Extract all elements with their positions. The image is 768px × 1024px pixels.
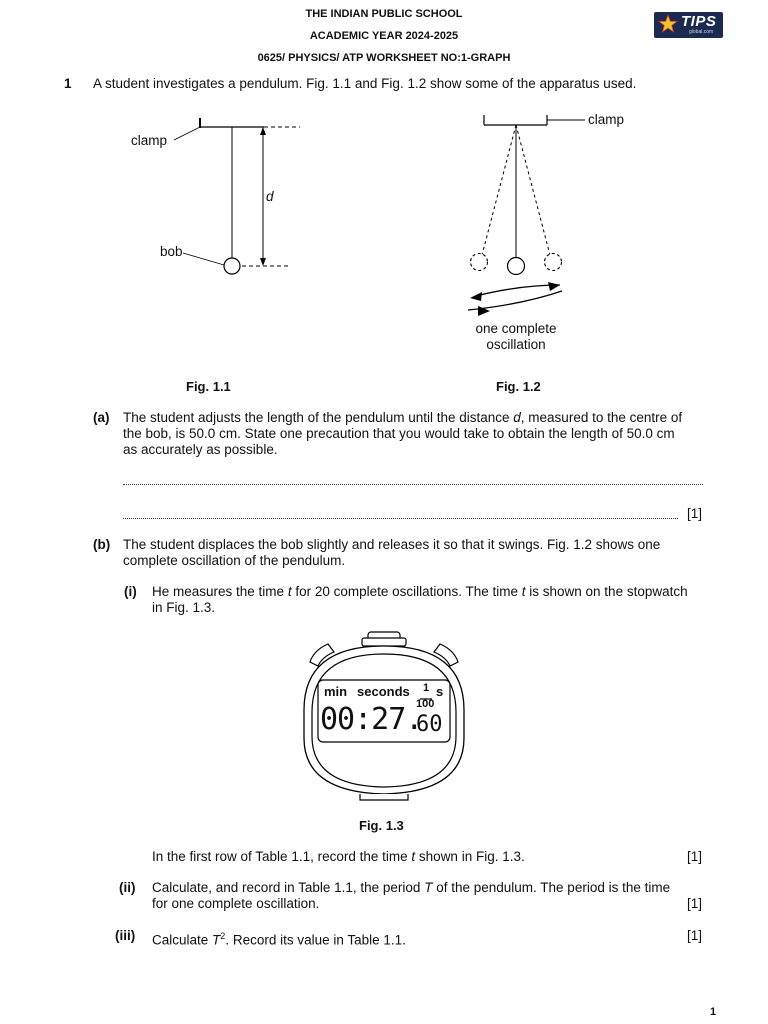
stopwatch-fraction-denominator: 100 bbox=[416, 698, 435, 710]
figure-1-2-diagram bbox=[460, 110, 590, 320]
part-a-marks: [1] bbox=[687, 506, 703, 521]
part-ii-line-2: for one complete oscillation. bbox=[152, 896, 320, 911]
part-b-label: (b) bbox=[93, 537, 111, 552]
part-b-line-2: complete oscillation of the pendulum. bbox=[123, 553, 346, 568]
stopwatch-fraction-unit: s bbox=[436, 684, 444, 699]
stopwatch-hundredths: 60 bbox=[416, 712, 443, 737]
oscillation-label-line1: one complete bbox=[475, 321, 557, 336]
part-iii-text: Calculate $T^2$. Record its value in Table 1.1. bbox=[152, 931, 406, 948]
bob-label: bob bbox=[160, 244, 183, 259]
part-a-line-2: the bob, is 50.0 cm. State one precaution that you would take to obtain the length of 50.0 cm bbox=[123, 426, 675, 441]
fig-1-1-caption: Fig. 1.1 bbox=[186, 379, 231, 394]
fig-1-3-caption: Fig. 1.3 bbox=[359, 818, 404, 833]
part-i-record: In the first row of Table 1.1, record the time t shown in Fig. 1.3. bbox=[152, 849, 525, 864]
part-i-marks: [1] bbox=[687, 849, 703, 864]
answer-line[interactable] bbox=[123, 518, 678, 519]
stopwatch-reading: 00:27. bbox=[320, 702, 423, 737]
stopwatch-fraction-numerator: 1 bbox=[423, 682, 430, 694]
clamp-label: clamp bbox=[131, 133, 168, 148]
logo-text: TIPS bbox=[681, 13, 717, 30]
academic-year: ACADEMIC YEAR 2024-2025 bbox=[309, 30, 459, 42]
part-iii-label: (iii) bbox=[115, 928, 136, 943]
school-logo bbox=[654, 12, 723, 38]
part-ii-line-1: Calculate, and record in Table 1.1, the period T of the pendulum. The period is the time bbox=[152, 880, 671, 895]
part-a-line-3: as accurately as possible. bbox=[123, 442, 278, 457]
part-b-line-1: The student displaces the bob slightly and releases it so that it swings. Fig. 1.2 shows one bbox=[123, 537, 661, 552]
school-name: THE INDIAN PUBLIC SCHOOL bbox=[305, 8, 463, 20]
part-i-label: (i) bbox=[124, 584, 137, 599]
part-a-label: (a) bbox=[93, 410, 110, 425]
part-a-line-1: The student adjusts the length of the pendulum until the distance d, measured to the centre of bbox=[123, 410, 683, 425]
answer-line[interactable] bbox=[123, 484, 703, 485]
star-icon bbox=[658, 14, 678, 34]
arrow-right-icon bbox=[464, 305, 494, 317]
stopwatch-unit-min: min bbox=[324, 684, 348, 699]
part-ii-label: (ii) bbox=[119, 880, 136, 895]
part-i-line-2: in Fig. 1.3. bbox=[152, 600, 216, 615]
question-intro: A student investigates a pendulum. Fig. 1.1 and Fig. 1.2 show some of the apparatus used. bbox=[93, 76, 637, 91]
arrow-right-icon bbox=[544, 280, 564, 300]
oscillation-label-line2: oscillation bbox=[486, 337, 546, 352]
worksheet-title: 0625/ PHYSICS/ ATP WORKSHEET NO:1-GRAPH bbox=[257, 52, 511, 64]
stopwatch-unit-seconds: seconds bbox=[357, 684, 410, 699]
page-number: 1 bbox=[710, 1006, 717, 1018]
part-ii-marks: [1] bbox=[687, 896, 703, 911]
logo-subtext: global.com bbox=[689, 29, 714, 35]
question-number: 1 bbox=[64, 76, 72, 91]
part-iii-marks: [1] bbox=[687, 928, 703, 943]
part-i-line-1: He measures the time t for 20 complete oscillations. The time t is shown on the stopwatch bbox=[152, 584, 688, 599]
distance-d-label: d bbox=[266, 189, 274, 204]
clamp-label-fig2: clamp bbox=[588, 112, 625, 127]
fig-1-2-caption: Fig. 1.2 bbox=[496, 379, 541, 394]
